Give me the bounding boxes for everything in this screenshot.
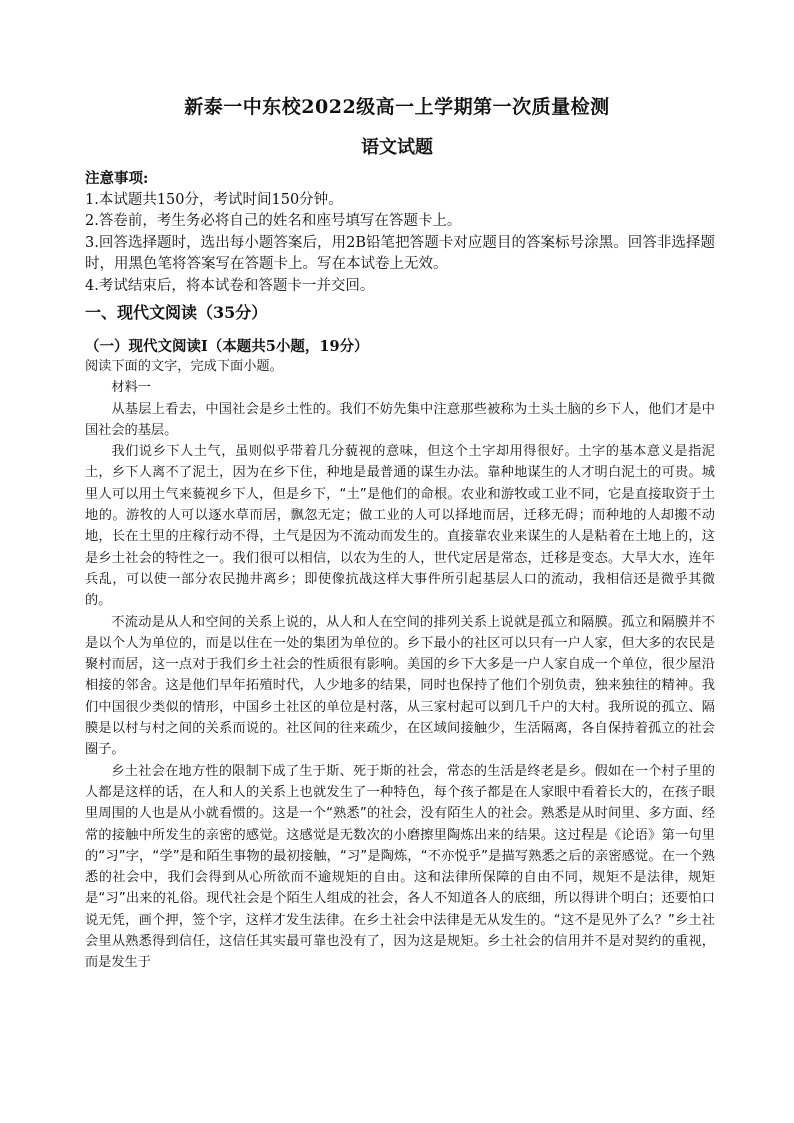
note-item-3: 3.回答选择题时，选出每小题答案后，用2B铅笔把答题卡对应题目的答案标号涂黑。回答非选择题时，用黑色笔将答案写在答题卡上。写在本试卷上无效。 bbox=[85, 234, 715, 272]
exam-subtitle: 语文试题 bbox=[361, 137, 433, 158]
exam-title: 新泰一中东校2022级高一上学期第一次质量检测 bbox=[184, 96, 610, 118]
passage-paragraph-4: 乡土社会在地方性的限制下成了生于斯、死于斯的社会，常态的生活是终老是乡。假如在一个村子里的人都是这样的话，在人和人的关系上也就发生了一种特色，每个孩子都是在人家眼中看着长大的，在孩子眼里周围的人也是从小就看惯的。这是一个“熟悉”的社会，没有陌生人的社会。熟悉是从时间里、多方面、经常的接触中所发生的亲密的感觉。这感觉是无数次的小磨擦里陶炼出来的结果。这过程是《论语》第一句里的“习”字，“学”是和陌生事物的最初接触，“习”是陶炼，“不亦悦乎”是描写熟悉之后的亲密感觉。在一个熟悉的社会中，我们会得到从心所欲而不逾规矩的自由。这和法律所保障的自由不同，规矩不是法律，规矩是“习”出来的礼俗。现代社会是个陌生人组成的社会，各人不知道各人的底细，所以得讲个明白；还要怕口说无凭，画个押，签个字，这样才发生法律。在乡土社会中法律是无从发生的。“这不是见外了么？”乡土社会里从熟悉得到信任，这信任其实最可靠也没有了，因为这是规矩。乡土社会的信用并不是对契约的重视，而是发生于 bbox=[85, 763, 715, 971]
material-label: 材料一 bbox=[111, 380, 151, 396]
note-item-4: 4.考试结束后，将本试卷和答题卡一并交回。 bbox=[85, 277, 375, 294]
note-item-1: 1.本试题共150分，考试时间150分钟。 bbox=[85, 191, 343, 208]
section-heading: 一、现代文阅读（35分） bbox=[85, 303, 268, 322]
passage-paragraph-3: 不流动是从人和空间的关系上说的，从人和人在空间的排列关系上说就是孤立和隔膜。孤立和隔膜并不是以个人为单位的，而是以住在一处的集团为单位的。乡下最小的社区可以只有一户人家，但大多的农民是聚村而居，这一点对于我们乡土社会的性质很有影响。美国的乡下大多是一户人家自成一个单位，很少屋沿相接的邻舍。这是他们早年拓殖时代，人少地多的结果，同时也保持了他们个别负责，独来独往的精神。我们中国很少类似的情形，中国乡土社区的单位是村落，从三家村起可以到几千户的大村。我所说的孤立、隔膜是以村与村之间的关系而说的。社区间的往来疏少，在区域间接触少，生活隔离，各自保持着孤立的社会圈子。 bbox=[85, 614, 715, 758]
notes-heading: 注意事项: bbox=[85, 170, 149, 187]
note-item-2: 2.答卷前，考生务必将自己的姓名和座号填写在答题卡上。 bbox=[85, 213, 462, 229]
reading-passage bbox=[85, 356, 715, 974]
section-sub-heading: （一）现代文阅读Ⅰ（本题共5小题，19分） bbox=[85, 338, 369, 355]
passage-paragraph-1: 从基层上看去，中国社会是乡土性的。我们不妨先集中注意那些被称为土头土脑的乡下人，他们才是中国社会的基层。 bbox=[85, 401, 715, 438]
reading-instruction: 阅读下面的文字，完成下面小题。 bbox=[85, 359, 283, 374]
passage-paragraph-2: 我们说乡下人土气，虽则似乎带着几分藐视的意味，但这个土字却用得很好。土字的基本意义是指泥土，乡下人离不了泥土，因为在乡下住，种地是最普通的谋生办法。靠种地谋生的人才明白泥土的可贵。城里人可以用土气来藐视乡下人，但是乡下，“土”是他们的命根。农业和游牧或工业不同，它是直接取资于土地的。游牧的人可以逐水草而居，飘忽无定；做工业的人可以择地而居，迁移无碍；而种地的人却搬不动地，长在土里的庄稼行动不得，土气是因为不流动而发生的。直接靠农业来谋生的人是粘着在土地上的，这是乡土社会的特性之一。我们很可以相信，以农为生的人，世代定居是常态，迁移是变态。大旱大水，连年兵乱，可以使一部分农民抛井离乡；即使像抗战这样大事件所引起基层人口的流动，我相信还是微乎其微的。 bbox=[85, 444, 715, 609]
exam-notes bbox=[85, 168, 715, 297]
